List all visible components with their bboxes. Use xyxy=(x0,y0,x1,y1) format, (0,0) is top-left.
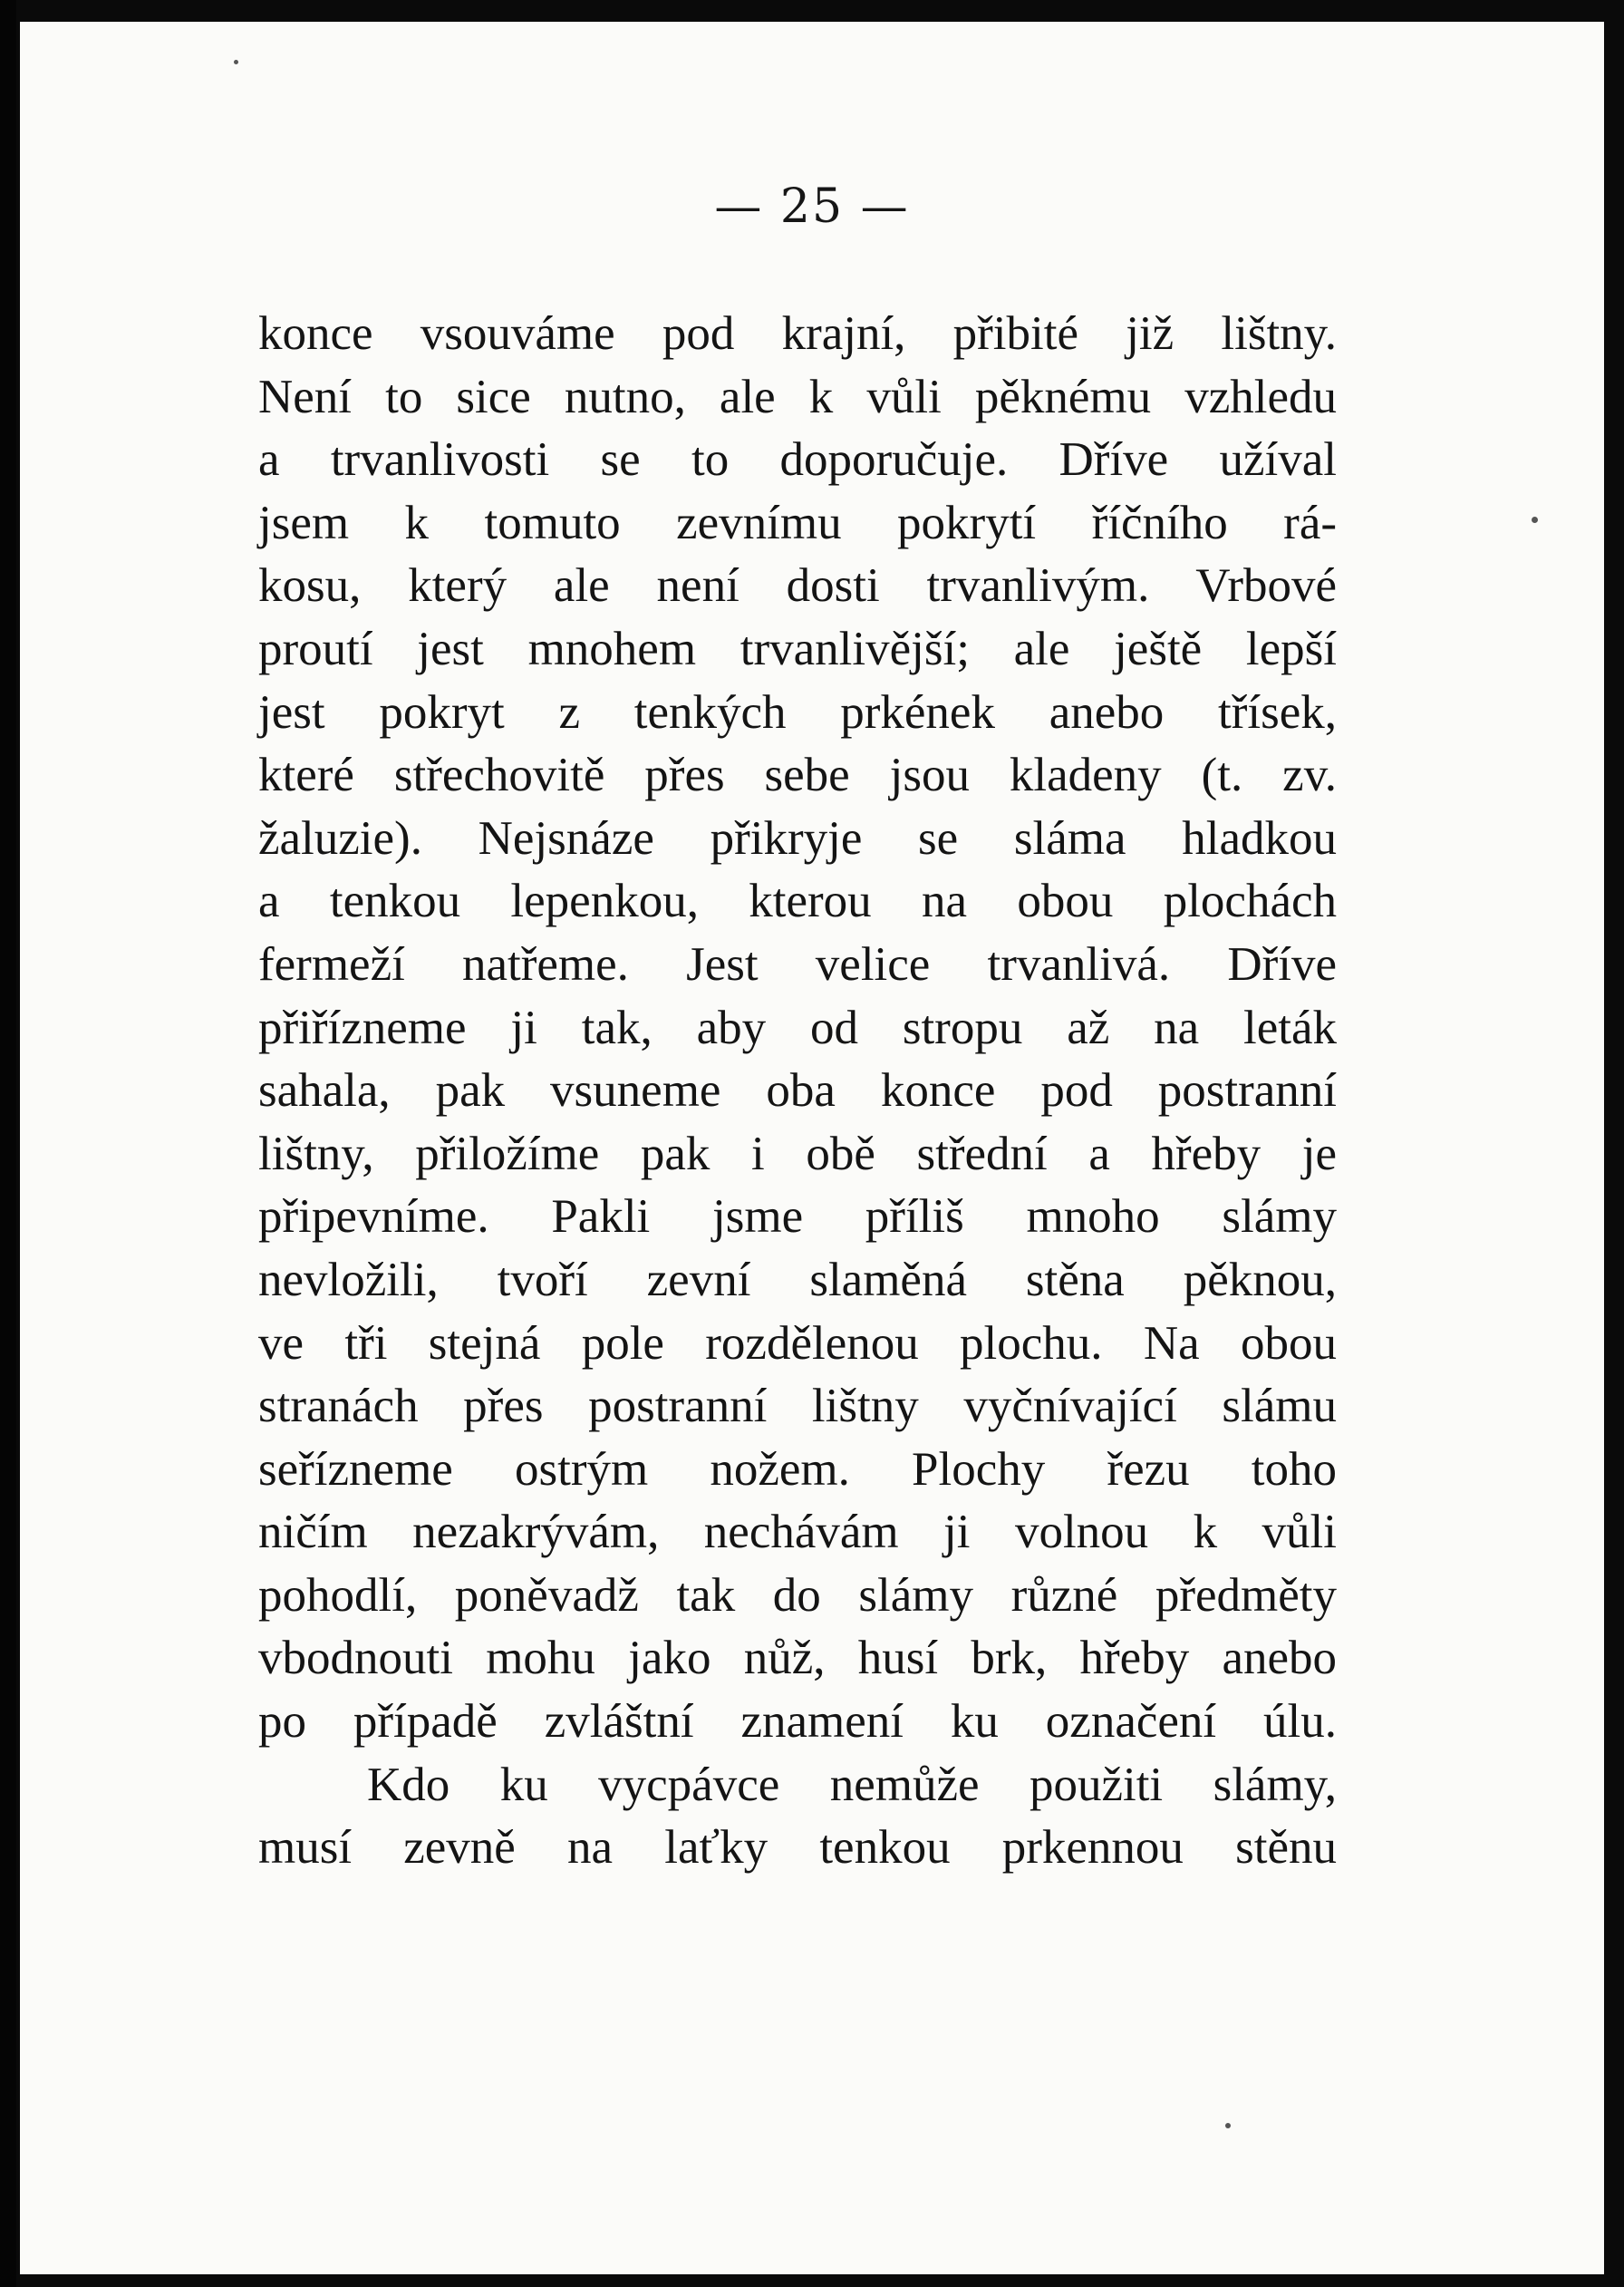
text-line: a trvanlivosti se to doporučuje. Dříve užíval xyxy=(258,433,1337,487)
text-line-paragraph-start: Kdo ku vycpávce nemůže použiti slámy, xyxy=(367,1758,1337,1811)
text-line: proutí jest mnohem trvanlivější; ale ještě lepší xyxy=(258,622,1337,675)
text-line: ve tři stejná pole rozdělenou plochu. Na obou xyxy=(258,1316,1337,1370)
text-line: žaluzie). Nejsnáze přikryje se sláma hladkou xyxy=(258,811,1337,865)
page-number: — 25 — xyxy=(714,179,910,234)
binding-edge xyxy=(0,0,16,2287)
text-line: nevložili, tvoří zevní slaměná stěna pěknou, xyxy=(258,1253,1337,1306)
dust-speck xyxy=(1225,2123,1231,2128)
text-line: pohodlí, poněvadž tak do slámy různé předměty xyxy=(258,1568,1337,1622)
text-line: Není to sice nutno, ale k vůli pěknému vzhledu xyxy=(258,370,1337,423)
text-line: vbodnouti mohu jako nůž, husí brk, hřeby anebo xyxy=(258,1632,1337,1685)
text-line: a tenkou lepenkou, kterou na obou plochách xyxy=(258,875,1337,928)
text-line: jsem k tomuto zevnímu pokrytí říčního rá- xyxy=(258,496,1337,549)
text-line: po případě zvláštní znamení ku označení úlu. xyxy=(258,1695,1337,1749)
text-line: které střechovitě přes sebe jsou kladeny (t. zv. xyxy=(258,749,1337,802)
text-line: kosu, který ale není dosti trvanlivým. Vrbové xyxy=(258,559,1337,613)
text-line: stranách přes postranní lištny vyčnívající slámu xyxy=(258,1380,1337,1433)
text-line: musí zevně na laťky tenkou prkennou stěnu xyxy=(258,1821,1337,1875)
text-line: připevníme. Pakli jsme příliš mnoho slámy xyxy=(258,1190,1337,1244)
text-line: seřízneme ostrým nožem. Plochy řezu toho xyxy=(258,1442,1337,1496)
body-text xyxy=(258,303,1337,1880)
text-line: jest pokryt z tenkých prkének anebo třísek, xyxy=(258,685,1337,739)
dust-speck xyxy=(1532,517,1538,523)
dust-speck xyxy=(234,60,238,64)
text-line: lištny, přiložíme pak i obě střední a hřeby je xyxy=(258,1127,1337,1180)
text-line: sahala, pak vsuneme oba konce pod postranní xyxy=(258,1064,1337,1118)
text-line: fermeží natřeme. Jest velice trvanlivá. Dříve xyxy=(258,937,1337,991)
text-line: přiřízneme ji tak, aby od stropu až na leták xyxy=(258,1001,1337,1054)
text-line: ničím nezakrývám, nechávám ji volnou k vůli xyxy=(258,1506,1337,1559)
text-line: konce vsouváme pod krajní, přibité již lištny. xyxy=(258,307,1337,360)
